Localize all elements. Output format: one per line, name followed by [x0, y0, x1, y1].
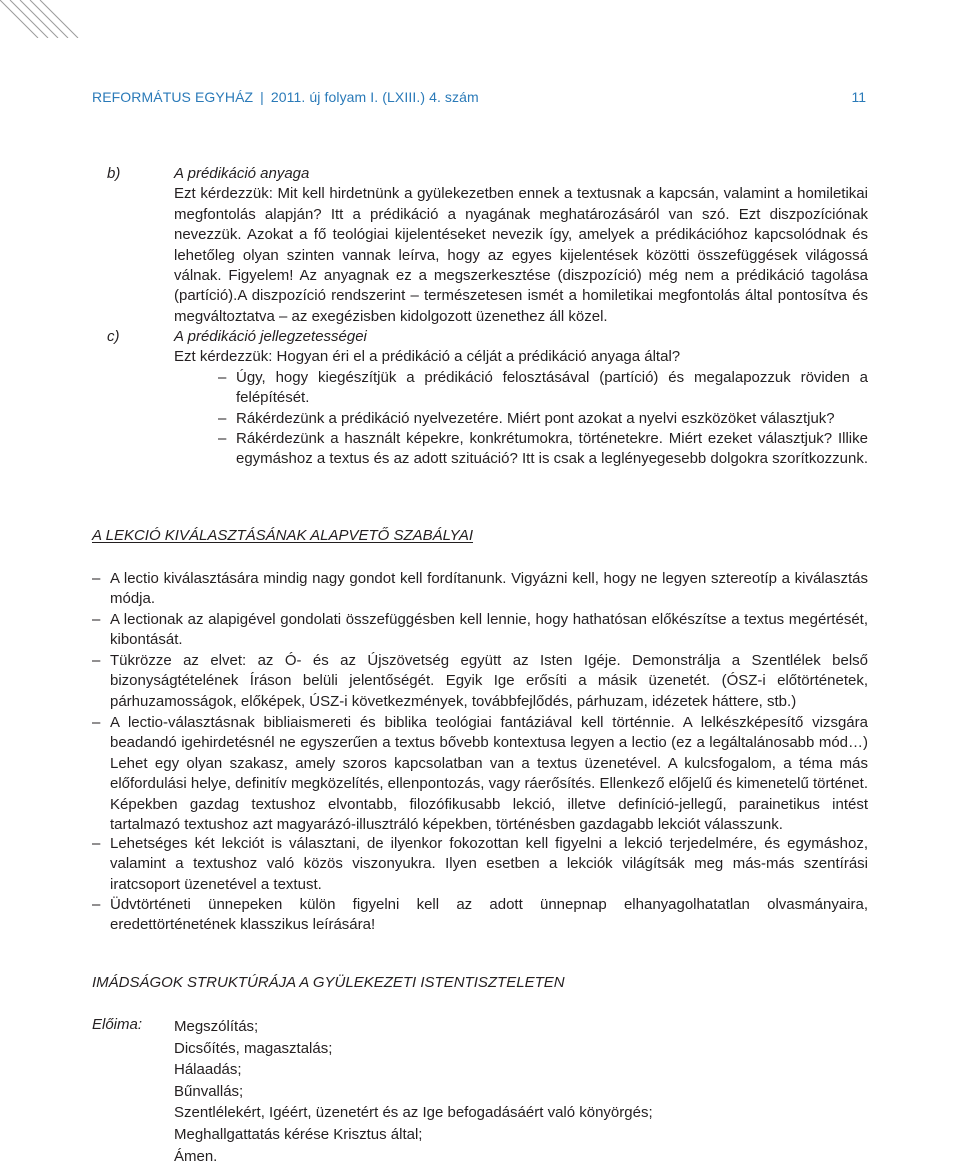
- journal-name: REFORMÁTUS EGYHÁZ: [92, 89, 254, 105]
- running-header: [92, 89, 868, 109]
- prayer-heading: IMÁDSÁGOK STRUKTÚRÁJA A GYÜLEKEZETI ISTENTISZTELETEN: [92, 974, 565, 991]
- lectio-item-2: [92, 610, 868, 651]
- prayer-item: Meghallgattatás kérése Krisztus által;: [174, 1125, 423, 1143]
- dash-bullet: –: [92, 611, 101, 628]
- prayer-item: Dicsőítés, magasztalás;: [174, 1039, 333, 1057]
- crop-marks: [0, 0, 960, 38]
- section-c-marker: c): [107, 328, 120, 345]
- section-b: [174, 164, 868, 327]
- prayer-item: Hálaadás;: [174, 1061, 242, 1079]
- prayer-label: Előima:: [92, 1016, 143, 1033]
- lectio-item-text: Tükrözze az elvet: az Ó- és az Újszövetség együtt az Isten Igéje. Demonstrálja a Szentlélek belső bizonyságtételének Íráson belüli jelentőségét. Egyik Ige erősíti a másik üzenetét. (ÓSZ-i előtörténetek, párhuzamosságok, előképek, ÚSZ-i következmények, továbbfejlődés, párhuzam, idézetek háttere, stb.): [110, 652, 868, 710]
- lectio-item-1: [92, 569, 868, 610]
- section-b-marker: b): [107, 165, 121, 182]
- journal-issue: 2011. új folyam I. (LXIII.) 4. szám: [270, 89, 479, 105]
- lectio-item-text: Lehetséges két lekciót is választani, de ilyenkor fokozottan kell figyelni a lekció terjedelmére, és egymáshoz, valamint a textushoz való közös viszonyukra. Ilyen esetben a lekciók világítsák meg más-más szentírási iratcsoport üzenetével a textust.: [110, 835, 868, 893]
- lectio-heading: A LEKCIÓ KIVÁLASZTÁSÁNAK ALAPVETŐ SZABÁLYAI: [92, 527, 473, 544]
- dash-bullet: –: [218, 369, 227, 386]
- section-c-item-2: [218, 409, 868, 429]
- lectio-item-text: A lectionak az alapigével gondolati összefüggésben kell lennie, hogy hathatósan előkészítse a textus megértését, kibontását.: [110, 611, 868, 649]
- dash-bullet: –: [92, 570, 101, 587]
- prayer-item: Bűnvallás;: [174, 1082, 244, 1100]
- lectio-item-text: A lectio-választásnak bibliaismereti és biblika teológiai fantáziával kell történnie. A lelkészképesítő vizsgára beadandó igehirdetésnél ne egyszerűen a textus bővebb kontextusa legyen a lectio (ez a legáltalánosabb mód…) Lehet egy olyan szakasz, amely szoros kapcsolatban van a textus üzenetével. A kulcsfogalom, a téma más előfordulási helye, definitív megközelítés, ellenpontozás, vagy ráerősítés. Ellenkező előjelű és kimenetelű történet. Képekben gazdag textushoz elvontabb, filozófikusabb lekció, illetve definíció-jellegű, parainetikus intést tartalmazó textushoz azt magyarázó-illusztráló képekben, történésben gazdagabb lekciót válasszunk.: [110, 714, 868, 834]
- lectio-item-6: [92, 895, 868, 936]
- lectio-item-text: Üdvtörténeti ünnepeken külön figyelni kell az adott ünnepnap elhanyagolhatatlan olvasmányaira, eredettörténetének klasszikus leírására!: [110, 896, 868, 934]
- journal-title: [92, 89, 479, 105]
- dash-bullet: –: [92, 835, 101, 852]
- section-b-text: Ezt kérdezzük: Mit kell hirdetnünk a gyülekezetben ennek a textusnak a kapcsán, valamint a homiletikai megfontolás alapján? Itt a prédikáció a nyagának meghatározásáról van szó. Ezt diszpozíciónak nevezzük. Azokat a fő teológiai kijelentéseket nevezik így, amelyek a prédikációhoz kapcsolódnak és lehetőleg olyan szinten vannak leírva, hogy az egyes kijelentések közötti összefüggések világossá válnak. Figyelem! Az anyagnak ez a megszerkesztése (diszpozíció) még nem a prédikáció tagolása (partíció).A diszpozíció rendszerint – természetesen ismét a homiletikai megfontolás által pontosítva és megváltoztatva – az exegézisben kidolgozott üzenethez áll közel.: [174, 185, 868, 325]
- section-c-item-text: Úgy, hogy kiegészítjük a prédikáció felosztásával (partíció) és megalapozzuk röviden a felépítését.: [236, 369, 868, 407]
- dash-bullet: –: [92, 652, 101, 669]
- page-number: 11: [851, 89, 866, 105]
- header-separator: |: [260, 89, 264, 105]
- section-c-item-1: [218, 368, 868, 409]
- section-c: [174, 327, 868, 368]
- section-b-title: A prédikáció anyaga: [174, 165, 310, 182]
- lectio-item-3: [92, 651, 868, 712]
- section-c-item-3: [218, 429, 868, 470]
- dash-bullet: –: [218, 410, 227, 427]
- prayer-item: Megszólítás;: [174, 1018, 259, 1035]
- dash-bullet: –: [92, 896, 101, 913]
- dash-bullet: –: [92, 714, 101, 731]
- prayer-list: [174, 1016, 653, 1167]
- lectio-item-4: [92, 713, 868, 835]
- section-c-title: A prédikáció jellegzetességei: [174, 328, 367, 345]
- section-c-item-text: Rákérdezünk a prédikáció nyelvezetére. Miért pont azokat a nyelvi eszközöket választjuk?: [236, 410, 835, 427]
- prayer-item: Szentlélekért, Igéért, üzenetért és az Ige befogadásáért való könyörgés;: [174, 1104, 653, 1122]
- lectio-item-5: [92, 834, 868, 895]
- prayer-item: Ámen.: [174, 1147, 218, 1165]
- section-c-question: Ezt kérdezzük: Hogyan éri el a prédikáció a célját a prédikáció anyaga által?: [174, 348, 681, 366]
- section-c-item-text: Rákérdezünk a használt képekre, konkrétumokra, történetekre. Miért ezeket választjuk? Illike egymáshoz a textus és az adott szituáció? Itt is csak a leglényegesebb dolgokra szorítkozzunk.: [236, 430, 869, 468]
- dash-bullet: –: [218, 430, 227, 447]
- lectio-item-text: A lectio kiválasztására mindig nagy gondot kell fordítanunk. Vigyázni kell, hogy ne legyen sztereotíp a kiválasztás módja.: [110, 570, 868, 608]
